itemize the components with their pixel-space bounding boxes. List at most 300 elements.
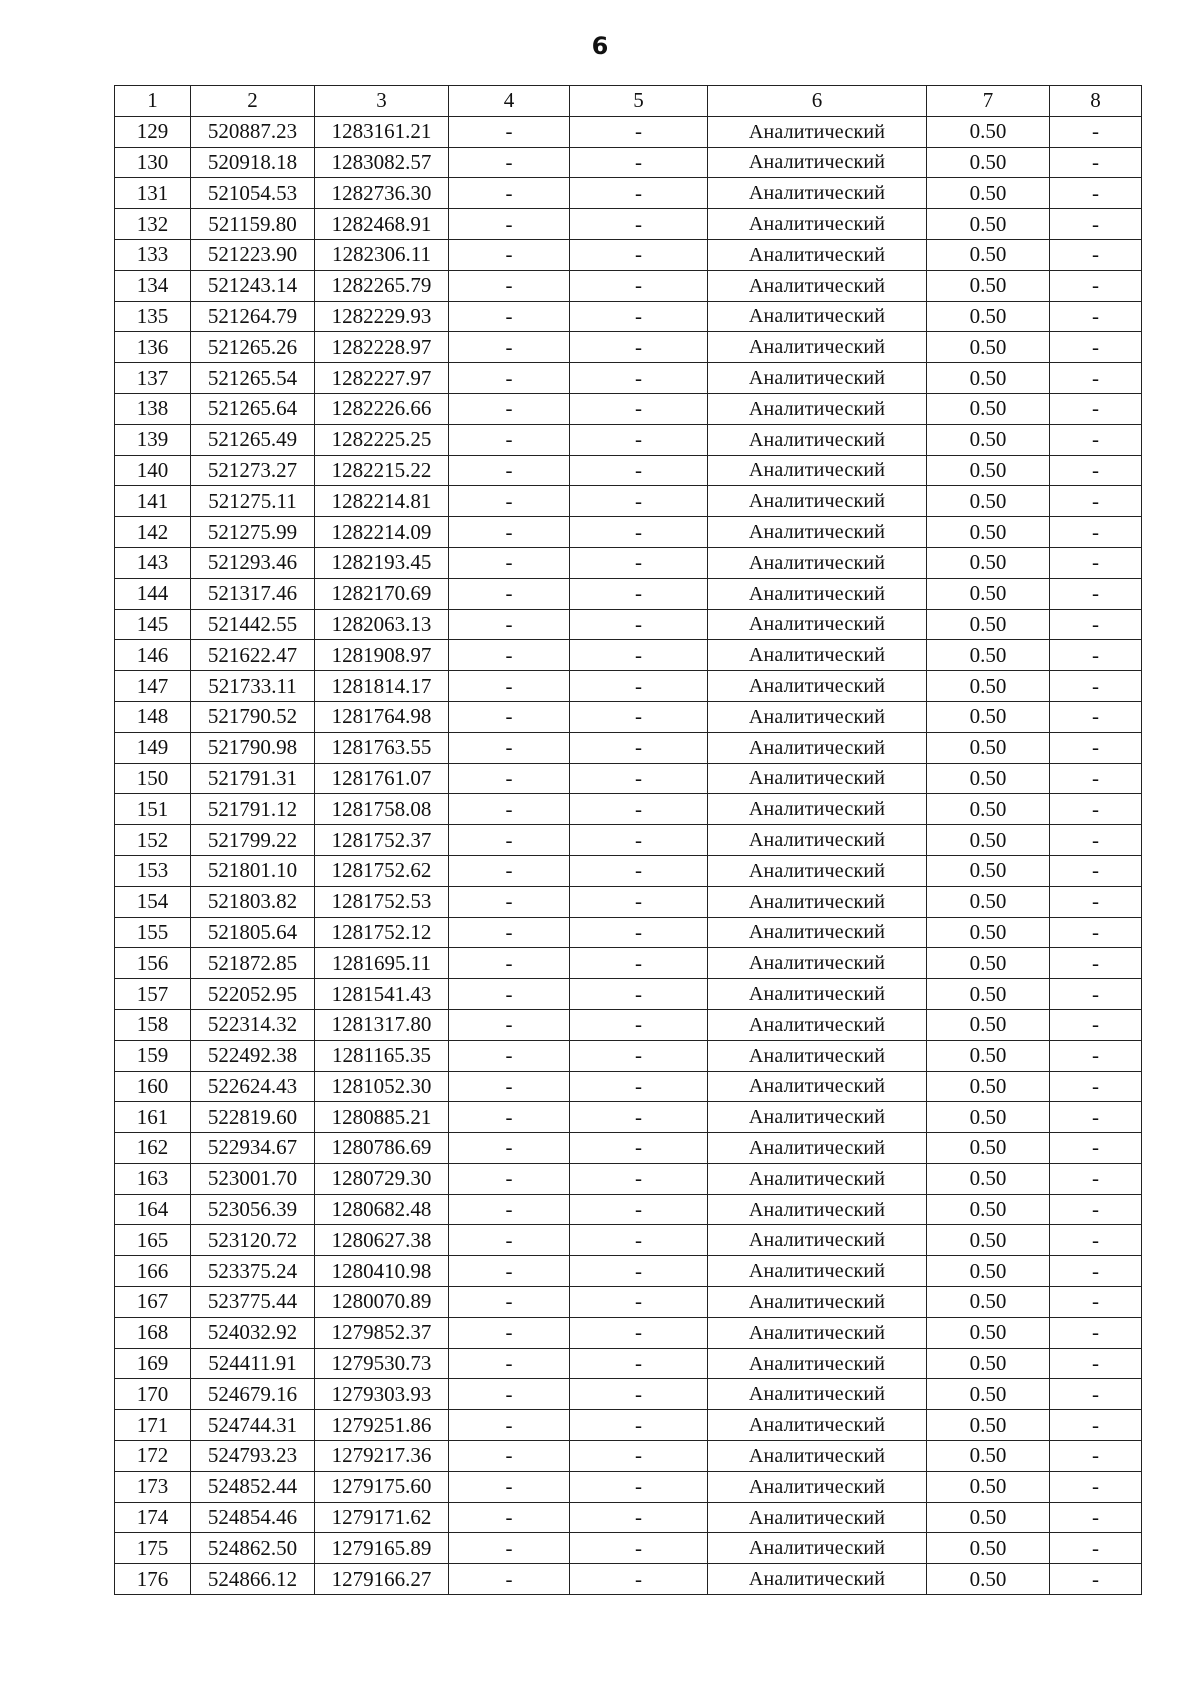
table-row — [115, 732, 1142, 763]
accuracy-cell: 0.50 — [927, 609, 1050, 640]
column-header: 4 — [449, 86, 570, 117]
point-number-cell: 144 — [115, 578, 191, 609]
x-coordinate-cell: 522314.32 — [191, 1009, 315, 1040]
accuracy-cell: 0.50 — [927, 1564, 1050, 1595]
point-number-cell: 174 — [115, 1502, 191, 1533]
accuracy-cell: 0.50 — [927, 393, 1050, 424]
point-number-cell: 168 — [115, 1317, 191, 1348]
y-coordinate-cell: 1281052.30 — [315, 1071, 449, 1102]
col4-cell: - — [449, 1040, 570, 1071]
table-row — [115, 948, 1142, 979]
col4-cell: - — [449, 1256, 570, 1287]
table-row — [115, 917, 1142, 948]
method-cell: Аналитический — [708, 1163, 927, 1194]
method-cell: Аналитический — [708, 1502, 927, 1533]
y-coordinate-cell: 1282227.97 — [315, 363, 449, 394]
col8-cell: - — [1050, 517, 1142, 548]
accuracy-cell: 0.50 — [927, 1225, 1050, 1256]
col4-cell: - — [449, 178, 570, 209]
x-coordinate-cell: 522819.60 — [191, 1102, 315, 1133]
point-number-cell: 175 — [115, 1533, 191, 1564]
y-coordinate-cell: 1282265.79 — [315, 270, 449, 301]
table-row — [115, 301, 1142, 332]
table-row — [115, 178, 1142, 209]
column-header: 8 — [1050, 86, 1142, 117]
point-number-cell: 166 — [115, 1256, 191, 1287]
method-cell: Аналитический — [708, 1348, 927, 1379]
y-coordinate-cell: 1282228.97 — [315, 332, 449, 363]
col4-cell: - — [449, 1194, 570, 1225]
y-coordinate-cell: 1281752.37 — [315, 825, 449, 856]
method-cell: Аналитический — [708, 424, 927, 455]
col5-cell: - — [570, 1317, 708, 1348]
y-coordinate-cell: 1281752.53 — [315, 886, 449, 917]
accuracy-cell: 0.50 — [927, 825, 1050, 856]
col4-cell: - — [449, 1009, 570, 1040]
x-coordinate-cell: 521273.27 — [191, 455, 315, 486]
point-number-cell: 137 — [115, 363, 191, 394]
table-row — [115, 332, 1142, 363]
method-cell: Аналитический — [708, 1410, 927, 1441]
table-row — [115, 1133, 1142, 1164]
y-coordinate-cell: 1282226.66 — [315, 393, 449, 424]
col4-cell: - — [449, 116, 570, 147]
col8-cell: - — [1050, 547, 1142, 578]
col8-cell: - — [1050, 1502, 1142, 1533]
col4-cell: - — [449, 1163, 570, 1194]
y-coordinate-cell: 1282736.30 — [315, 178, 449, 209]
y-coordinate-cell: 1281317.80 — [315, 1009, 449, 1040]
method-cell: Аналитический — [708, 1287, 927, 1318]
col8-cell: - — [1050, 1287, 1142, 1318]
col5-cell: - — [570, 1287, 708, 1318]
accuracy-cell: 0.50 — [927, 116, 1050, 147]
col8-cell: - — [1050, 455, 1142, 486]
accuracy-cell: 0.50 — [927, 1071, 1050, 1102]
x-coordinate-cell: 520918.18 — [191, 147, 315, 178]
point-number-cell: 162 — [115, 1133, 191, 1164]
x-coordinate-cell: 521791.31 — [191, 763, 315, 794]
accuracy-cell: 0.50 — [927, 209, 1050, 240]
col5-cell: - — [570, 1348, 708, 1379]
method-cell: Аналитический — [708, 763, 927, 794]
col5-cell: - — [570, 1225, 708, 1256]
table-row — [115, 794, 1142, 825]
table-row — [115, 116, 1142, 147]
col8-cell: - — [1050, 948, 1142, 979]
col8-cell: - — [1050, 1194, 1142, 1225]
x-coordinate-cell: 521293.46 — [191, 547, 315, 578]
column-header: 3 — [315, 86, 449, 117]
accuracy-cell: 0.50 — [927, 640, 1050, 671]
col5-cell: - — [570, 1040, 708, 1071]
accuracy-cell: 0.50 — [927, 1379, 1050, 1410]
y-coordinate-cell: 1280885.21 — [315, 1102, 449, 1133]
method-cell: Аналитический — [708, 517, 927, 548]
col5-cell: - — [570, 1102, 708, 1133]
accuracy-cell: 0.50 — [927, 486, 1050, 517]
method-cell: Аналитический — [708, 455, 927, 486]
x-coordinate-cell: 521265.26 — [191, 332, 315, 363]
col5-cell: - — [570, 517, 708, 548]
col8-cell: - — [1050, 363, 1142, 394]
x-coordinate-cell: 521275.11 — [191, 486, 315, 517]
table-row — [115, 1256, 1142, 1287]
col8-cell: - — [1050, 1225, 1142, 1256]
col4-cell: - — [449, 1287, 570, 1318]
col4-cell: - — [449, 270, 570, 301]
col5-cell: - — [570, 794, 708, 825]
col8-cell: - — [1050, 825, 1142, 856]
method-cell: Аналитический — [708, 147, 927, 178]
col8-cell: - — [1050, 147, 1142, 178]
point-number-cell: 172 — [115, 1441, 191, 1472]
method-cell: Аналитический — [708, 239, 927, 270]
method-cell: Аналитический — [708, 1194, 927, 1225]
table-row — [115, 1163, 1142, 1194]
col4-cell: - — [449, 147, 570, 178]
page-number: 6 — [591, 32, 609, 60]
y-coordinate-cell: 1282193.45 — [315, 547, 449, 578]
method-cell: Аналитический — [708, 609, 927, 640]
accuracy-cell: 0.50 — [927, 332, 1050, 363]
col5-cell: - — [570, 732, 708, 763]
col5-cell: - — [570, 332, 708, 363]
point-number-cell: 153 — [115, 855, 191, 886]
col4-cell: - — [449, 886, 570, 917]
col4-cell: - — [449, 640, 570, 671]
accuracy-cell: 0.50 — [927, 1471, 1050, 1502]
method-cell: Аналитический — [708, 886, 927, 917]
col4-cell: - — [449, 1533, 570, 1564]
table-row — [115, 239, 1142, 270]
point-number-cell: 139 — [115, 424, 191, 455]
point-number-cell: 140 — [115, 455, 191, 486]
x-coordinate-cell: 521442.55 — [191, 609, 315, 640]
y-coordinate-cell: 1282063.13 — [315, 609, 449, 640]
method-cell: Аналитический — [708, 270, 927, 301]
accuracy-cell: 0.50 — [927, 1287, 1050, 1318]
accuracy-cell: 0.50 — [927, 1102, 1050, 1133]
col4-cell: - — [449, 1564, 570, 1595]
table-body — [115, 116, 1142, 1594]
point-number-cell: 147 — [115, 671, 191, 702]
x-coordinate-cell: 524866.12 — [191, 1564, 315, 1595]
y-coordinate-cell: 1281758.08 — [315, 794, 449, 825]
col5-cell: - — [570, 1502, 708, 1533]
col4-cell: - — [449, 301, 570, 332]
table-row — [115, 517, 1142, 548]
accuracy-cell: 0.50 — [927, 1163, 1050, 1194]
accuracy-cell: 0.50 — [927, 1317, 1050, 1348]
y-coordinate-cell: 1279165.89 — [315, 1533, 449, 1564]
col8-cell: - — [1050, 1102, 1142, 1133]
method-cell: Аналитический — [708, 578, 927, 609]
point-number-cell: 148 — [115, 701, 191, 732]
col8-cell: - — [1050, 979, 1142, 1010]
point-number-cell: 141 — [115, 486, 191, 517]
x-coordinate-cell: 521243.14 — [191, 270, 315, 301]
table-row — [115, 979, 1142, 1010]
col4-cell: - — [449, 1133, 570, 1164]
col4-cell: - — [449, 209, 570, 240]
col4-cell: - — [449, 855, 570, 886]
x-coordinate-cell: 523775.44 — [191, 1287, 315, 1318]
table-row — [115, 1533, 1142, 1564]
method-cell: Аналитический — [708, 1009, 927, 1040]
col5-cell: - — [570, 547, 708, 578]
y-coordinate-cell: 1283082.57 — [315, 147, 449, 178]
point-number-cell: 169 — [115, 1348, 191, 1379]
accuracy-cell: 0.50 — [927, 1533, 1050, 1564]
table-row — [115, 486, 1142, 517]
y-coordinate-cell: 1282229.93 — [315, 301, 449, 332]
accuracy-cell: 0.50 — [927, 1441, 1050, 1472]
table-header-row — [115, 86, 1142, 117]
column-header: 6 — [708, 86, 927, 117]
col8-cell: - — [1050, 270, 1142, 301]
col4-cell: - — [449, 1102, 570, 1133]
col8-cell: - — [1050, 855, 1142, 886]
y-coordinate-cell: 1280627.38 — [315, 1225, 449, 1256]
table-row — [115, 547, 1142, 578]
col5-cell: - — [570, 486, 708, 517]
col8-cell: - — [1050, 1564, 1142, 1595]
accuracy-cell: 0.50 — [927, 948, 1050, 979]
method-cell: Аналитический — [708, 917, 927, 948]
y-coordinate-cell: 1282170.69 — [315, 578, 449, 609]
y-coordinate-cell: 1282468.91 — [315, 209, 449, 240]
x-coordinate-cell: 524852.44 — [191, 1471, 315, 1502]
col4-cell: - — [449, 424, 570, 455]
col4-cell: - — [449, 393, 570, 424]
table-row — [115, 609, 1142, 640]
col4-cell: - — [449, 578, 570, 609]
col4-cell: - — [449, 1410, 570, 1441]
point-number-cell: 173 — [115, 1471, 191, 1502]
method-cell: Аналитический — [708, 1533, 927, 1564]
x-coordinate-cell: 521264.79 — [191, 301, 315, 332]
column-header: 5 — [570, 86, 708, 117]
col5-cell: - — [570, 979, 708, 1010]
point-number-cell: 149 — [115, 732, 191, 763]
y-coordinate-cell: 1281764.98 — [315, 701, 449, 732]
col5-cell: - — [570, 640, 708, 671]
x-coordinate-cell: 522492.38 — [191, 1040, 315, 1071]
col4-cell: - — [449, 332, 570, 363]
point-number-cell: 152 — [115, 825, 191, 856]
y-coordinate-cell: 1280070.89 — [315, 1287, 449, 1318]
point-number-cell: 150 — [115, 763, 191, 794]
point-number-cell: 164 — [115, 1194, 191, 1225]
method-cell: Аналитический — [708, 1441, 927, 1472]
y-coordinate-cell: 1281761.07 — [315, 763, 449, 794]
method-cell: Аналитический — [708, 1040, 927, 1071]
col5-cell: - — [570, 1071, 708, 1102]
col4-cell: - — [449, 825, 570, 856]
method-cell: Аналитический — [708, 393, 927, 424]
col5-cell: - — [570, 178, 708, 209]
y-coordinate-cell: 1279166.27 — [315, 1564, 449, 1595]
point-number-cell: 170 — [115, 1379, 191, 1410]
accuracy-cell: 0.50 — [927, 732, 1050, 763]
col8-cell: - — [1050, 917, 1142, 948]
point-number-cell: 135 — [115, 301, 191, 332]
accuracy-cell: 0.50 — [927, 763, 1050, 794]
col5-cell: - — [570, 578, 708, 609]
col8-cell: - — [1050, 1441, 1142, 1472]
table-row — [115, 455, 1142, 486]
x-coordinate-cell: 524032.92 — [191, 1317, 315, 1348]
x-coordinate-cell: 524854.46 — [191, 1502, 315, 1533]
col5-cell: - — [570, 424, 708, 455]
col5-cell: - — [570, 301, 708, 332]
col5-cell: - — [570, 886, 708, 917]
x-coordinate-cell: 524793.23 — [191, 1441, 315, 1472]
method-cell: Аналитический — [708, 486, 927, 517]
col5-cell: - — [570, 1471, 708, 1502]
table-row — [115, 578, 1142, 609]
col5-cell: - — [570, 1441, 708, 1472]
col8-cell: - — [1050, 1133, 1142, 1164]
col8-cell: - — [1050, 1533, 1142, 1564]
col8-cell: - — [1050, 393, 1142, 424]
x-coordinate-cell: 521872.85 — [191, 948, 315, 979]
col5-cell: - — [570, 1256, 708, 1287]
col8-cell: - — [1050, 116, 1142, 147]
x-coordinate-cell: 521803.82 — [191, 886, 315, 917]
method-cell: Аналитический — [708, 1317, 927, 1348]
point-number-cell: 154 — [115, 886, 191, 917]
col8-cell: - — [1050, 1163, 1142, 1194]
point-number-cell: 171 — [115, 1410, 191, 1441]
point-number-cell: 136 — [115, 332, 191, 363]
table-row — [115, 1502, 1142, 1533]
col5-cell: - — [570, 270, 708, 301]
col8-cell: - — [1050, 239, 1142, 270]
col5-cell: - — [570, 393, 708, 424]
y-coordinate-cell: 1282306.11 — [315, 239, 449, 270]
y-coordinate-cell: 1282214.81 — [315, 486, 449, 517]
x-coordinate-cell: 521791.12 — [191, 794, 315, 825]
point-number-cell: 156 — [115, 948, 191, 979]
y-coordinate-cell: 1281752.12 — [315, 917, 449, 948]
col8-cell: - — [1050, 1471, 1142, 1502]
col8-cell: - — [1050, 1348, 1142, 1379]
x-coordinate-cell: 521622.47 — [191, 640, 315, 671]
y-coordinate-cell: 1281752.62 — [315, 855, 449, 886]
accuracy-cell: 0.50 — [927, 363, 1050, 394]
method-cell: Аналитический — [708, 640, 927, 671]
accuracy-cell: 0.50 — [927, 1040, 1050, 1071]
method-cell: Аналитический — [708, 209, 927, 240]
col4-cell: - — [449, 1317, 570, 1348]
y-coordinate-cell: 1282225.25 — [315, 424, 449, 455]
col8-cell: - — [1050, 301, 1142, 332]
table-row — [115, 209, 1142, 240]
y-coordinate-cell: 1281814.17 — [315, 671, 449, 702]
accuracy-cell: 0.50 — [927, 917, 1050, 948]
col5-cell: - — [570, 239, 708, 270]
col4-cell: - — [449, 979, 570, 1010]
col8-cell: - — [1050, 1040, 1142, 1071]
x-coordinate-cell: 523375.24 — [191, 1256, 315, 1287]
accuracy-cell: 0.50 — [927, 1410, 1050, 1441]
x-coordinate-cell: 521805.64 — [191, 917, 315, 948]
accuracy-cell: 0.50 — [927, 455, 1050, 486]
col8-cell: - — [1050, 1379, 1142, 1410]
col5-cell: - — [570, 147, 708, 178]
accuracy-cell: 0.50 — [927, 1133, 1050, 1164]
y-coordinate-cell: 1280729.30 — [315, 1163, 449, 1194]
col5-cell: - — [570, 948, 708, 979]
table-row — [115, 1379, 1142, 1410]
col8-cell: - — [1050, 640, 1142, 671]
col8-cell: - — [1050, 701, 1142, 732]
y-coordinate-cell: 1279303.93 — [315, 1379, 449, 1410]
method-cell: Аналитический — [708, 979, 927, 1010]
accuracy-cell: 0.50 — [927, 855, 1050, 886]
col4-cell: - — [449, 917, 570, 948]
col8-cell: - — [1050, 178, 1142, 209]
col5-cell: - — [570, 825, 708, 856]
col5-cell: - — [570, 1410, 708, 1441]
x-coordinate-cell: 521159.80 — [191, 209, 315, 240]
y-coordinate-cell: 1279852.37 — [315, 1317, 449, 1348]
coordinates-table — [114, 85, 1142, 1595]
table-row — [115, 393, 1142, 424]
col5-cell: - — [570, 1564, 708, 1595]
accuracy-cell: 0.50 — [927, 424, 1050, 455]
x-coordinate-cell: 523001.70 — [191, 1163, 315, 1194]
method-cell: Аналитический — [708, 178, 927, 209]
accuracy-cell: 0.50 — [927, 886, 1050, 917]
x-coordinate-cell: 521265.64 — [191, 393, 315, 424]
accuracy-cell: 0.50 — [927, 239, 1050, 270]
accuracy-cell: 0.50 — [927, 578, 1050, 609]
table-row — [115, 1471, 1142, 1502]
method-cell: Аналитический — [708, 794, 927, 825]
method-cell: Аналитический — [708, 1379, 927, 1410]
col4-cell: - — [449, 1071, 570, 1102]
x-coordinate-cell: 520887.23 — [191, 116, 315, 147]
col5-cell: - — [570, 209, 708, 240]
y-coordinate-cell: 1283161.21 — [315, 116, 449, 147]
point-number-cell: 138 — [115, 393, 191, 424]
method-cell: Аналитический — [708, 671, 927, 702]
col5-cell: - — [570, 116, 708, 147]
x-coordinate-cell: 521799.22 — [191, 825, 315, 856]
point-number-cell: 142 — [115, 517, 191, 548]
y-coordinate-cell: 1280410.98 — [315, 1256, 449, 1287]
method-cell: Аналитический — [708, 1256, 927, 1287]
point-number-cell: 155 — [115, 917, 191, 948]
col5-cell: - — [570, 1379, 708, 1410]
col5-cell: - — [570, 1133, 708, 1164]
x-coordinate-cell: 524411.91 — [191, 1348, 315, 1379]
col5-cell: - — [570, 455, 708, 486]
col4-cell: - — [449, 517, 570, 548]
method-cell: Аналитический — [708, 1564, 927, 1595]
accuracy-cell: 0.50 — [927, 1502, 1050, 1533]
col4-cell: - — [449, 671, 570, 702]
table-row — [115, 1348, 1142, 1379]
col4-cell: - — [449, 547, 570, 578]
accuracy-cell: 0.50 — [927, 1009, 1050, 1040]
method-cell: Аналитический — [708, 1102, 927, 1133]
x-coordinate-cell: 521733.11 — [191, 671, 315, 702]
method-cell: Аналитический — [708, 948, 927, 979]
